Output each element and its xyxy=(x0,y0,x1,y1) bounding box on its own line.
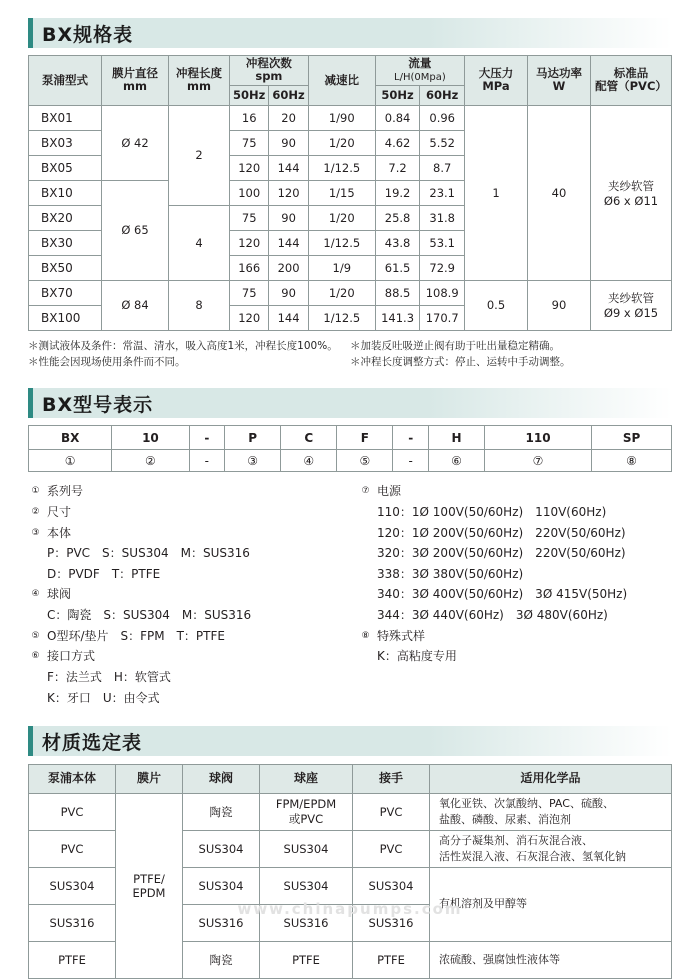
material-diaphragm: PTFE/ EPDM xyxy=(116,794,183,979)
legend-text: 特殊式样 xyxy=(377,628,426,643)
spec-s60: 90 xyxy=(269,205,308,230)
material-chemicals: 高分子凝集剂、消石灰混合液、 活性炭混入液、石灰混合液、氢氧化钠 xyxy=(430,831,672,868)
spec-f60: 108.9 xyxy=(420,280,465,305)
spec-diaphragm-84: Ø 84 xyxy=(102,280,169,330)
legend-item xyxy=(358,523,680,544)
spec-s50: 100 xyxy=(230,180,269,205)
material-section-header xyxy=(28,726,672,756)
spec-stroke-8: 8 xyxy=(169,280,230,330)
spec-strokes-50hz: 50Hz xyxy=(230,85,269,105)
legend-text: P：PVC S：SUS304 M：SUS316 xyxy=(47,546,250,561)
legend-text: C：陶瓷 S：SUS304 M：SUS316 xyxy=(47,608,252,622)
material-ball: 陶瓷 xyxy=(183,794,260,831)
spec-note-left-2: ＊性能会因现场使用条件而不同。 xyxy=(28,355,186,368)
spec-s60: 90 xyxy=(269,130,308,155)
table-row xyxy=(29,794,672,831)
spec-model: BX50 xyxy=(29,255,102,280)
material-ball: SUS304 xyxy=(183,831,260,868)
spec-s50: 75 xyxy=(230,130,269,155)
spec-model: BX05 xyxy=(29,155,102,180)
spec-ratio: 1/12.5 xyxy=(308,230,375,255)
legend-item xyxy=(358,481,680,502)
legend-item xyxy=(358,605,680,626)
material-body: PVC xyxy=(29,794,116,831)
spec-col-pressure: 大压力 MPa xyxy=(465,56,528,106)
spec-s50: 16 xyxy=(230,105,269,130)
legend-text: 本体 xyxy=(47,525,72,540)
spec-pressure-05: 0.5 xyxy=(465,280,528,330)
legend-item xyxy=(358,626,680,647)
model-legend-right xyxy=(350,481,680,708)
spec-ratio: 1/20 xyxy=(308,130,375,155)
material-header-row xyxy=(29,765,672,794)
legend-text: 球阀 xyxy=(47,587,72,602)
model-section-title: BX型号表示 xyxy=(42,393,154,416)
header-accent-bar xyxy=(28,726,33,756)
legend-text: 110：1Ø 100V(50/60Hz) 110V(60Hz) xyxy=(377,504,607,519)
material-chemicals: 有机溶剂及甲醇等 xyxy=(430,868,672,942)
legend-text: 340：3Ø 400V(50/60Hz) 3Ø 415V(50Hz) xyxy=(377,587,628,602)
spec-diaphragm-42: Ø 42 xyxy=(102,105,169,180)
material-ball: SUS316 xyxy=(183,905,260,942)
spec-s50: 120 xyxy=(230,230,269,255)
spec-ratio: 1/20 xyxy=(308,280,375,305)
model-code-table xyxy=(28,425,672,472)
spec-section-title: BX规格表 xyxy=(42,23,134,46)
code-cell-3: P xyxy=(225,426,281,450)
spec-f50: 25.8 xyxy=(375,205,420,230)
code-table-wrapper xyxy=(28,425,672,472)
legend-text: K：牙口 U：由令式 xyxy=(47,690,160,705)
spec-col-model: 泵浦型式 xyxy=(29,56,102,106)
spec-f60: 170.7 xyxy=(420,305,465,330)
legend-text: K：高粘度专用 xyxy=(377,649,457,664)
material-table-wrapper xyxy=(28,764,672,979)
material-seat: SUS304 xyxy=(260,831,353,868)
code-index-6: - xyxy=(393,450,429,472)
material-seat: PTFE xyxy=(260,942,353,979)
material-col-diaphragm: 膜片 xyxy=(116,765,183,794)
material-section-title: 材质选定表 xyxy=(42,731,143,754)
spec-s50: 166 xyxy=(230,255,269,280)
code-index-0: ① xyxy=(29,450,112,472)
legend-item xyxy=(358,584,680,605)
spec-pipe-a: 夹纱软管 Ø6 x Ø11 xyxy=(591,105,672,280)
spec-f50: 61.5 xyxy=(375,255,420,280)
spec-motor-90: 90 xyxy=(528,280,591,330)
legend-item xyxy=(28,667,350,688)
legend-text: 系列号 xyxy=(47,484,84,499)
material-seat: FPM/EPDM 或PVC xyxy=(260,794,353,831)
document-page xyxy=(0,18,700,968)
spec-ratio: 1/20 xyxy=(308,205,375,230)
spec-s60: 90 xyxy=(269,280,308,305)
legend-item xyxy=(358,502,680,523)
spec-col-pipe: 标准品 配管（PVC） xyxy=(591,56,672,106)
code-value-row xyxy=(29,426,672,450)
material-chemicals: 浓硫酸、强腐蚀性液体等 xyxy=(430,942,672,979)
spec-model: BX30 xyxy=(29,230,102,255)
material-body: PVC xyxy=(29,831,116,868)
spec-model: BX10 xyxy=(29,180,102,205)
model-legend xyxy=(28,481,672,708)
header-accent-bar xyxy=(28,388,33,418)
material-joint: PVC xyxy=(353,794,430,831)
spec-f50: 4.62 xyxy=(375,130,420,155)
code-index-7: ⑥ xyxy=(428,450,484,472)
spec-s60: 20 xyxy=(269,105,308,130)
code-cell-5: F xyxy=(337,426,393,450)
spec-diaphragm-65: Ø 65 xyxy=(102,180,169,280)
legend-item xyxy=(28,502,350,523)
material-col-chemicals: 适用化学品 xyxy=(430,765,672,794)
spec-f60: 31.8 xyxy=(420,205,465,230)
watermark: www.chinapumps.com xyxy=(237,900,463,918)
spec-model: BX100 xyxy=(29,305,102,330)
code-cell-8: 110 xyxy=(485,426,592,450)
legend-item xyxy=(358,543,680,564)
spec-table-wrapper xyxy=(28,55,672,331)
spec-s60: 120 xyxy=(269,180,308,205)
legend-item xyxy=(28,646,350,667)
spec-col-ratio: 减速比 xyxy=(308,56,375,106)
spec-s60: 200 xyxy=(269,255,308,280)
code-cell-7: H xyxy=(428,426,484,450)
material-chemicals: 氧化亚铁、次氯酸纳、PAC、硫酸、 盐酸、磷酸、尿素、消泡剂 xyxy=(430,794,672,831)
spec-s60: 144 xyxy=(269,155,308,180)
spec-s60: 144 xyxy=(269,305,308,330)
spec-strokes-60hz: 60Hz xyxy=(269,85,308,105)
legend-text: 120：1Ø 200V(50/60Hz) 220V(50/60Hz) xyxy=(377,525,626,540)
spec-col-flow: 流量 L/H(0Mpa) xyxy=(375,56,464,86)
material-body: SUS316 xyxy=(29,905,116,942)
legend-text: 338：3Ø 380V(50/60Hz) xyxy=(377,566,524,581)
legend-text: 接口方式 xyxy=(47,649,96,664)
spec-col-motor: 马达功率 W xyxy=(528,56,591,106)
legend-index: ⑦ xyxy=(361,486,370,497)
spec-s50: 75 xyxy=(230,205,269,230)
material-table xyxy=(28,764,672,979)
spec-pressure-1: 1 xyxy=(465,105,528,280)
legend-item xyxy=(28,564,350,585)
spec-notes xyxy=(28,338,672,371)
spec-f50: 43.8 xyxy=(375,230,420,255)
spec-note-left-1: ＊测试液体及条件：常温、清水，吸入高度1米，冲程长度100%。 xyxy=(28,339,338,352)
legend-item xyxy=(28,605,350,626)
spec-ratio: 1/9 xyxy=(308,255,375,280)
code-cell-0: BX xyxy=(29,426,112,450)
code-index-1: ② xyxy=(112,450,189,472)
spec-f50: 141.3 xyxy=(375,305,420,330)
spec-f50: 88.5 xyxy=(375,280,420,305)
spec-model: BX01 xyxy=(29,105,102,130)
material-seat: SUS304 xyxy=(260,868,353,905)
spec-stroke-2: 2 xyxy=(169,105,230,205)
code-index-row xyxy=(29,450,672,472)
code-cell-2: - xyxy=(189,426,225,450)
legend-text: 320：3Ø 200V(50/60Hz) 220V(50/60Hz) xyxy=(377,546,626,561)
table-row xyxy=(29,280,672,305)
material-col-seat: 球座 xyxy=(260,765,353,794)
legend-text: O型环/垫片 S：FPM T：PTFE xyxy=(47,628,225,643)
material-joint: SUS316 xyxy=(353,905,430,942)
legend-item xyxy=(28,688,350,709)
material-ball: 陶瓷 xyxy=(183,942,260,979)
legend-index: ⑤ xyxy=(31,630,40,641)
model-legend-left xyxy=(28,481,350,708)
legend-item xyxy=(28,626,350,647)
spec-ratio: 1/15 xyxy=(308,180,375,205)
material-joint: SUS304 xyxy=(353,868,430,905)
spec-f50: 19.2 xyxy=(375,180,420,205)
legend-index: ② xyxy=(31,506,40,517)
spec-model: BX20 xyxy=(29,205,102,230)
spec-f60: 5.52 xyxy=(420,130,465,155)
legend-index: ③ xyxy=(31,527,40,538)
spec-note-right-2: ＊冲程长度调整方式：停止、运转中手动调整。 xyxy=(350,355,571,368)
code-index-5: ⑤ xyxy=(337,450,393,472)
material-seat: SUS316 xyxy=(260,905,353,942)
legend-text: 尺寸 xyxy=(47,504,72,519)
spec-f60: 23.1 xyxy=(420,180,465,205)
spec-ratio: 1/90 xyxy=(308,105,375,130)
spec-stroke-4: 4 xyxy=(169,205,230,280)
material-body: PTFE xyxy=(29,942,116,979)
spec-table xyxy=(28,55,672,331)
spec-ratio: 1/12.5 xyxy=(308,305,375,330)
model-section-header xyxy=(28,388,672,418)
spec-s50: 75 xyxy=(230,280,269,305)
table-row xyxy=(29,105,672,130)
code-index-3: ③ xyxy=(225,450,281,472)
legend-item xyxy=(358,564,680,585)
spec-header-row-1 xyxy=(29,56,672,86)
material-col-body: 泵浦本体 xyxy=(29,765,116,794)
legend-index: ① xyxy=(31,486,40,497)
material-ball: SUS304 xyxy=(183,868,260,905)
spec-model: BX03 xyxy=(29,130,102,155)
spec-ratio: 1/12.5 xyxy=(308,155,375,180)
spec-f60: 53.1 xyxy=(420,230,465,255)
legend-text: 电源 xyxy=(377,484,402,499)
spec-flow-50hz: 50Hz xyxy=(375,85,420,105)
code-cell-4: C xyxy=(281,426,337,450)
spec-model: BX70 xyxy=(29,280,102,305)
legend-item xyxy=(28,584,350,605)
legend-index: ⑧ xyxy=(361,630,370,641)
code-index-8: ⑦ xyxy=(485,450,592,472)
spec-section-header xyxy=(28,18,672,48)
code-index-2: - xyxy=(189,450,225,472)
spec-f50: 0.84 xyxy=(375,105,420,130)
spec-flow-60hz: 60Hz xyxy=(420,85,465,105)
material-joint: PTFE xyxy=(353,942,430,979)
spec-col-diaphragm: 膜片直径 mm xyxy=(102,56,169,106)
spec-s60: 144 xyxy=(269,230,308,255)
code-cell-1: 10 xyxy=(112,426,189,450)
spec-note-right-1: ＊加装反吐吸逆止阀有助于吐出量稳定精确。 xyxy=(350,339,560,352)
legend-text: F：法兰式 H：软管式 xyxy=(47,669,171,684)
code-index-9: ⑧ xyxy=(592,450,672,472)
legend-item xyxy=(28,523,350,544)
legend-text: D：PVDF T：PTFE xyxy=(47,566,161,581)
spec-s50: 120 xyxy=(230,305,269,330)
legend-item xyxy=(28,481,350,502)
spec-f50: 7.2 xyxy=(375,155,420,180)
material-col-ball: 球阀 xyxy=(183,765,260,794)
legend-item xyxy=(28,543,350,564)
spec-f60: 8.7 xyxy=(420,155,465,180)
code-cell-6: - xyxy=(393,426,429,450)
legend-text: 344：3Ø 440V(60Hz) 3Ø 480V(60Hz) xyxy=(377,608,608,622)
material-col-joint: 接手 xyxy=(353,765,430,794)
legend-index: ⑥ xyxy=(31,651,40,662)
spec-pipe-b: 夹纱软管 Ø9 x Ø15 xyxy=(591,280,672,330)
spec-f60: 0.96 xyxy=(420,105,465,130)
spec-s50: 120 xyxy=(230,155,269,180)
material-joint: PVC xyxy=(353,831,430,868)
material-body: SUS304 xyxy=(29,868,116,905)
legend-index: ④ xyxy=(31,589,40,600)
spec-col-stroke-length: 冲程长度 mm xyxy=(169,56,230,106)
spec-motor-40: 40 xyxy=(528,105,591,280)
code-index-4: ④ xyxy=(281,450,337,472)
spec-f60: 72.9 xyxy=(420,255,465,280)
spec-col-stroke-rate: 冲程次数 spm xyxy=(230,56,309,86)
code-cell-9: SP xyxy=(592,426,672,450)
legend-item xyxy=(358,646,680,667)
header-accent-bar xyxy=(28,18,33,48)
